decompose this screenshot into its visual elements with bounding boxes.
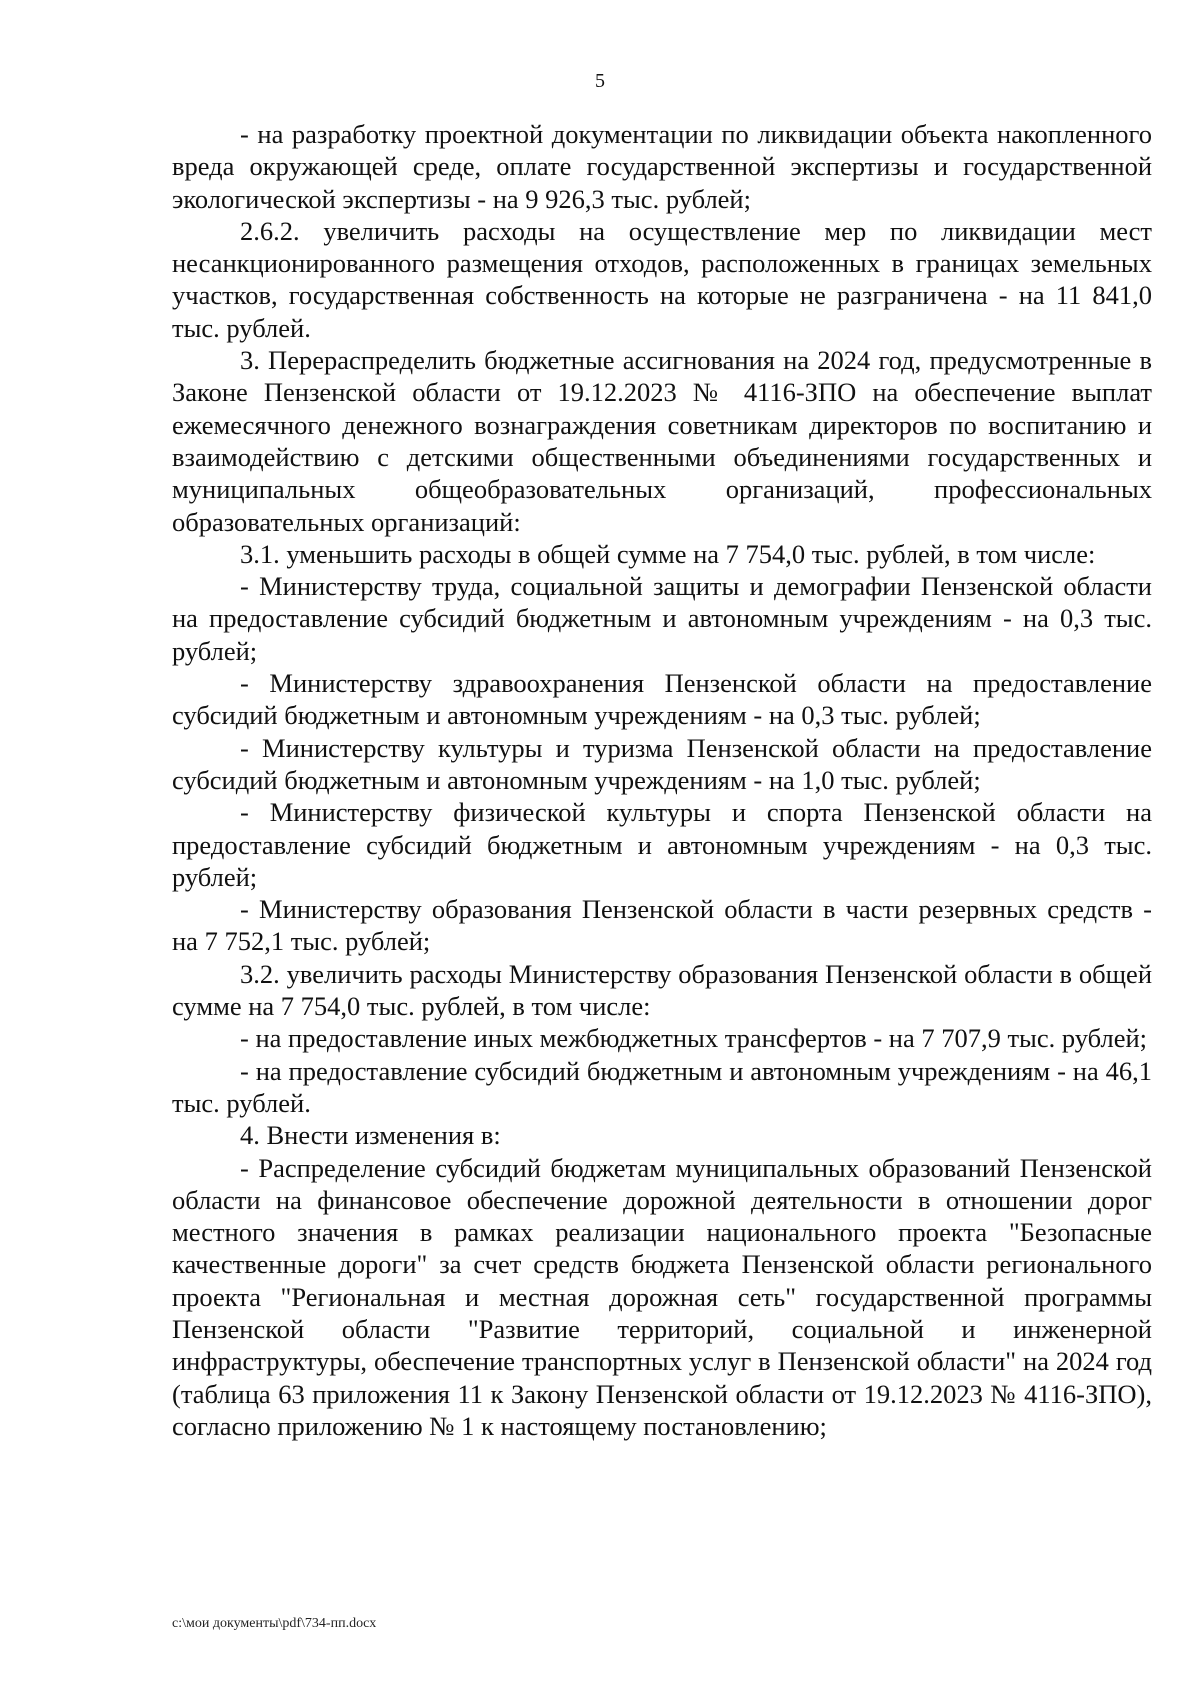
footer-file-path: c:\мои документы\pdf\734-пп.docx xyxy=(172,1616,377,1631)
paragraph-sport-ministry: - Министерству физической культуры и спорта Пензенской области на предоставление субсидий бюджетным и автономным учреждениям - на 0,3 тыс. рублей; xyxy=(172,797,1152,892)
paragraph-3-1: 3.1. уменьшить расходы в общей сумме на 7 754,0 тыс. рублей, в том числе: xyxy=(240,538,1096,569)
paragraph-road-subsidies: - Распределение субсидий бюджетам муниципальных образований Пензенской области на финансовое обеспечение дорожной деятельности в отношении дорог местного значения в рамках реализации национального проекта "Безопасные качественные дороги" за счет средств бюджета Пензенской области регионального проекта "Региональная и местная дорожная сеть" государственной программы Пензенской области "Развитие территорий, социальной и инженерной инфраструктуры, обеспечение транспортных услуг в Пензенской области" на 2024 год (таблица 63 приложения 11 к Закону Пензенской области от 19.12.2023 № 4116-ЗПО), согласно приложению № 1 к настоящему постановлению; xyxy=(172,1152,1152,1441)
document-body xyxy=(172,118,1152,1442)
paragraph-2-6-2: 2.6.2. увеличить расходы на осуществление мер по ликвидации мест несанкционированного размещения отходов, расположенных в границах земельных участков, государственная собственность на которые не разграничена - на 11 841,0 тыс. рублей. xyxy=(172,215,1152,343)
paragraph-culture-ministry: - Министерству культуры и туризма Пензенской области на предоставление субсидий бюджетным и автономным учреждениям - на 1,0 тыс. рублей; xyxy=(172,732,1152,795)
paragraph-health-ministry: - Министерству здравоохранения Пензенской области на предоставление субсидий бюджетным и автономным учреждениям - на 0,3 тыс. рублей; xyxy=(172,668,1152,731)
page-number: 5 xyxy=(595,70,605,92)
paragraph-3-2: 3.2. увеличить расходы Министерству образования Пензенской области в общей сумме на 7 754,0 тыс. рублей, в том числе: xyxy=(172,958,1152,1022)
paragraph-education-reserve: - Министерству образования Пензенской области в части резервных средств - на 7 752,1 тыс. рублей; xyxy=(172,894,1152,957)
paragraph-project-documentation: - на разработку проектной документации по ликвидации объекта накопленного вреда окружающей среде, оплате государственной экспертизы и государственной экологической экспертизы - на 9 926,3 тыс. рублей; xyxy=(172,119,1152,214)
paragraph-4: 4. Внести изменения в: xyxy=(240,1120,501,1151)
paragraph-3: 3. Перераспределить бюджетные ассигнования на 2024 год, предусмотренные в Законе Пензенской области от 19.12.2023 № 4116-ЗПО на обеспечение выплат ежемесячного денежного вознаграждения советникам директоров по воспитанию и взаимодействию с детскими общественными объединениями государственных и муниципальных общеобразовательных организаций, профессиональных образовательных организаций: xyxy=(172,345,1152,537)
paragraph-subsidies: - на предоставление субсидий бюджетным и автономным учреждениям - на 46,1 тыс. рублей. xyxy=(172,1055,1152,1118)
paragraph-labor-ministry: - Министерству труда, социальной защиты и демографии Пензенской области на предоставление субсидий бюджетным и автономным учреждениям - на 0,3 тыс. рублей; xyxy=(172,571,1152,666)
paragraph-interbudget-transfers: - на предоставление иных межбюджетных трансфертов - на 7 707,9 тыс. рублей; xyxy=(240,1023,1148,1054)
